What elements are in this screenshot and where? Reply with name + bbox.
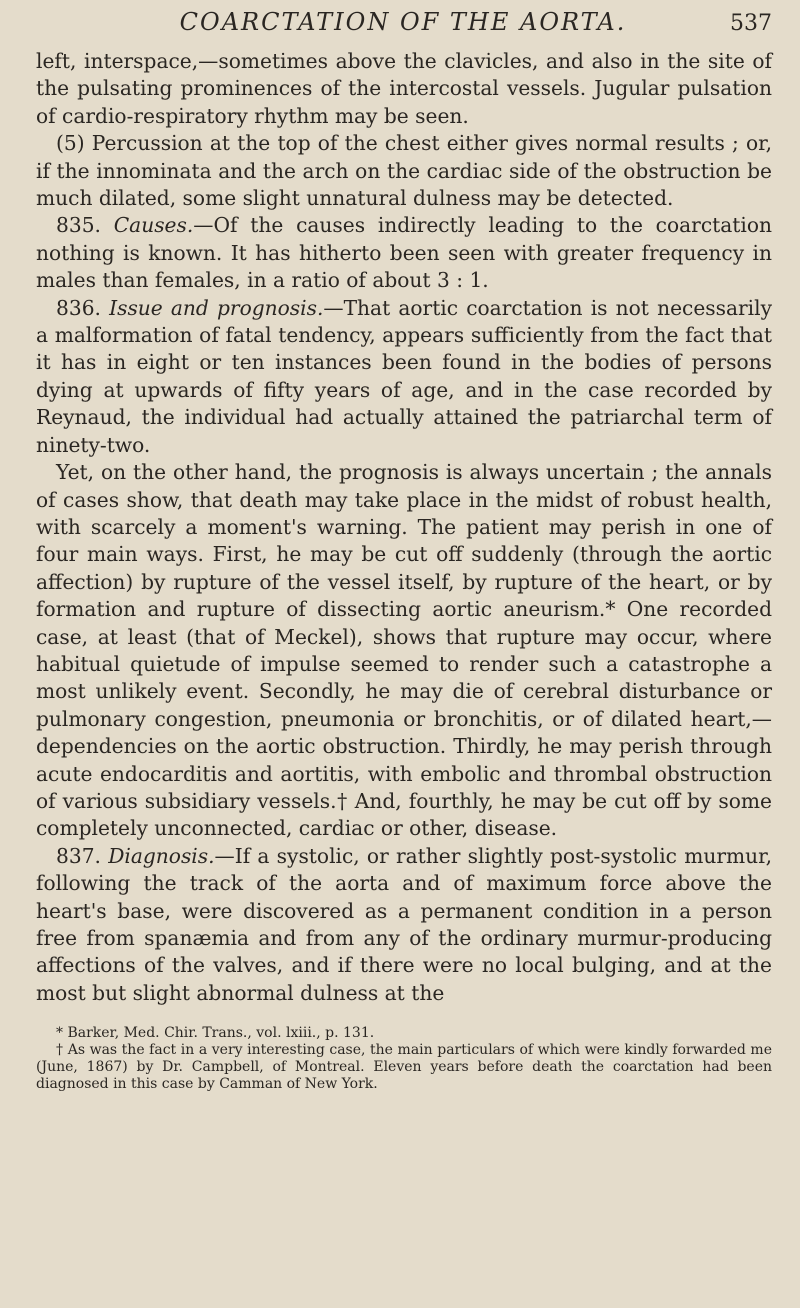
section-835 bbox=[36, 212, 772, 294]
running-head bbox=[36, 8, 772, 48]
section-text: —If a systolic, or rather slightly post-systolic murmur, following the track of the aorta and of maximum force above the heart's base, were discovered as a permanent condition in a person free from spanæmia and from any of the ordinary murmur-producing affections of the valves, and if there were no local bulging, and at the most but slight abnormal dulness at the bbox=[36, 843, 772, 1005]
paragraph-continued: left, interspace,—sometimes above the clavicles, and also in the site of the pulsating prominences of the intercostal vessels. Jugular pulsation of cardio-respiratory rhythm may be seen. bbox=[36, 49, 772, 128]
section-heading: Diagnosis. bbox=[108, 843, 215, 868]
footnote-1: * Barker, Med. Chir. Trans., vol. lxiii., p. 131. bbox=[56, 1025, 375, 1042]
section-number: 835. bbox=[56, 213, 101, 238]
page-number: 537 bbox=[730, 11, 772, 36]
body-text bbox=[36, 48, 772, 1007]
section-text: —That aortic coarctation is not necessarily a malformation of fatal tendency, appears sufficiently from the fact that it has in eight or ten instances been found in the bodies of persons dying at upwards of fifty years of age, and in the case recorded by Reynaud, the individual had actually attained the patriarchal term of ninety-two. bbox=[36, 295, 772, 457]
section-number: 836. bbox=[56, 295, 101, 320]
section-837 bbox=[36, 843, 772, 1007]
footnotes bbox=[36, 1025, 772, 1093]
running-title: COARCTATION OF THE AORTA. bbox=[179, 8, 627, 36]
section-heading: Issue and prognosis. bbox=[109, 295, 324, 320]
footnote-2: † As was the fact in a very interesting case, the main particulars of which were kindly forwarded me (June, 1867) by Dr. Campbell, of Montreal. Eleven years before death the coarctation had been diagnosed in this case by Camman of New York. bbox=[36, 1042, 772, 1093]
section-text: —Of the causes indirectly leading to the coarctation nothing is known. It has hitherto been seen with greater frequency in males than females, in a ratio of about 3 : 1. bbox=[36, 213, 772, 293]
section-number: 837. bbox=[56, 843, 101, 868]
section-heading: Causes. bbox=[113, 213, 194, 238]
paragraph-prognosis: Yet, on the other hand, the prognosis is always uncertain ; the annals of cases show, that death may take place in the midst of robust health, with scarcely a moment's warning. The patient may perish in one of four main ways. First, he may be cut off suddenly (through the aortic affection) by rupture of the vessel itself, by rupture of the heart, or by formation and rupture of dissecting aortic aneurism.* One recorded case, at least (that of Meckel), shows that rupture may occur, where habitual quietude of impulse seemed to render such a catastrophe a most unlikely event. Secondly, he may die of cerebral disturbance or pulmonary congestion, pneumonia or bronchitis, or of dilated heart,—dependencies on the aortic obstruction. Thirdly, he may perish through acute endocarditis and aortitis, with embolic and thrombal obstruction of various subsidiary vessels.† And, fourthly, he may be cut off by some completely unconnected, cardiac or other, disease. bbox=[36, 460, 772, 841]
paragraph-percussion: (5) Percussion at the top of the chest either gives normal results ; or, if the innominata and the arch on the cardiac side of the obstruction be much dilated, some slight unnatural dulness may be detected. bbox=[36, 131, 772, 211]
section-836 bbox=[36, 295, 772, 459]
